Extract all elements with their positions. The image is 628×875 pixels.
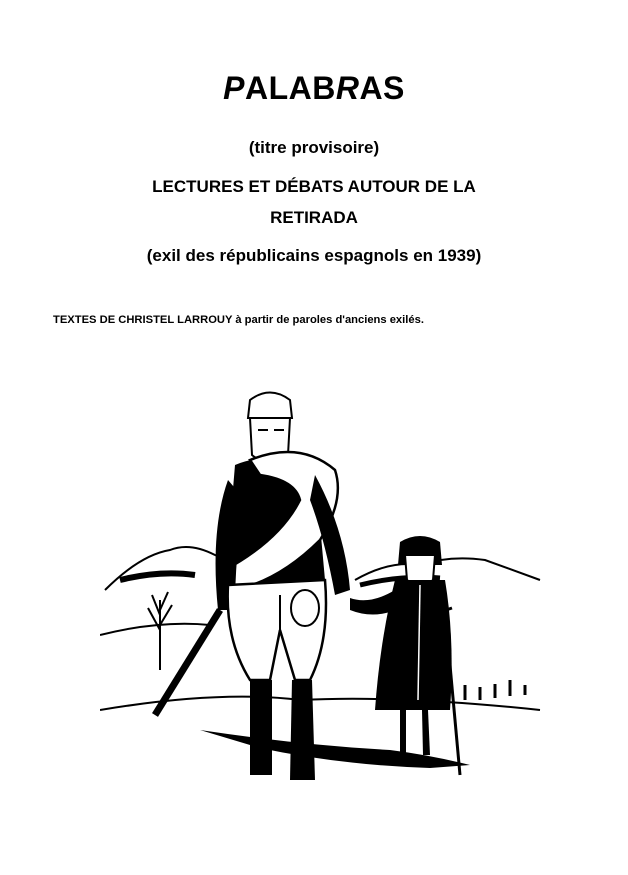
- heading-line-1: LECTURES ET DÉBATS AUTOUR DE LA: [152, 177, 476, 196]
- title-letter-r: R: [335, 70, 360, 106]
- bare-tree: [148, 592, 172, 670]
- heading-line-2: RETIRADA: [270, 208, 358, 227]
- credits-line: [53, 314, 424, 326]
- title-part-alab: ALAB: [244, 70, 336, 106]
- title-letter-p: P: [223, 70, 245, 106]
- credits-author: TEXTES DE CHRISTEL LARROUY: [53, 314, 233, 326]
- subtitle: (titre provisoire): [248, 138, 380, 157]
- credits-rest: à partir de paroles d'anciens exilés.: [232, 314, 424, 326]
- page-title: [0, 70, 628, 107]
- soldier-figure: [155, 393, 350, 781]
- child-figure: [350, 536, 460, 775]
- soldier-and-child-illustration: [100, 380, 550, 800]
- title-part-as: AS: [359, 70, 405, 106]
- fence-posts: [465, 680, 525, 700]
- heading-line-3: (exil des républicains espagnols en 1939): [146, 246, 482, 265]
